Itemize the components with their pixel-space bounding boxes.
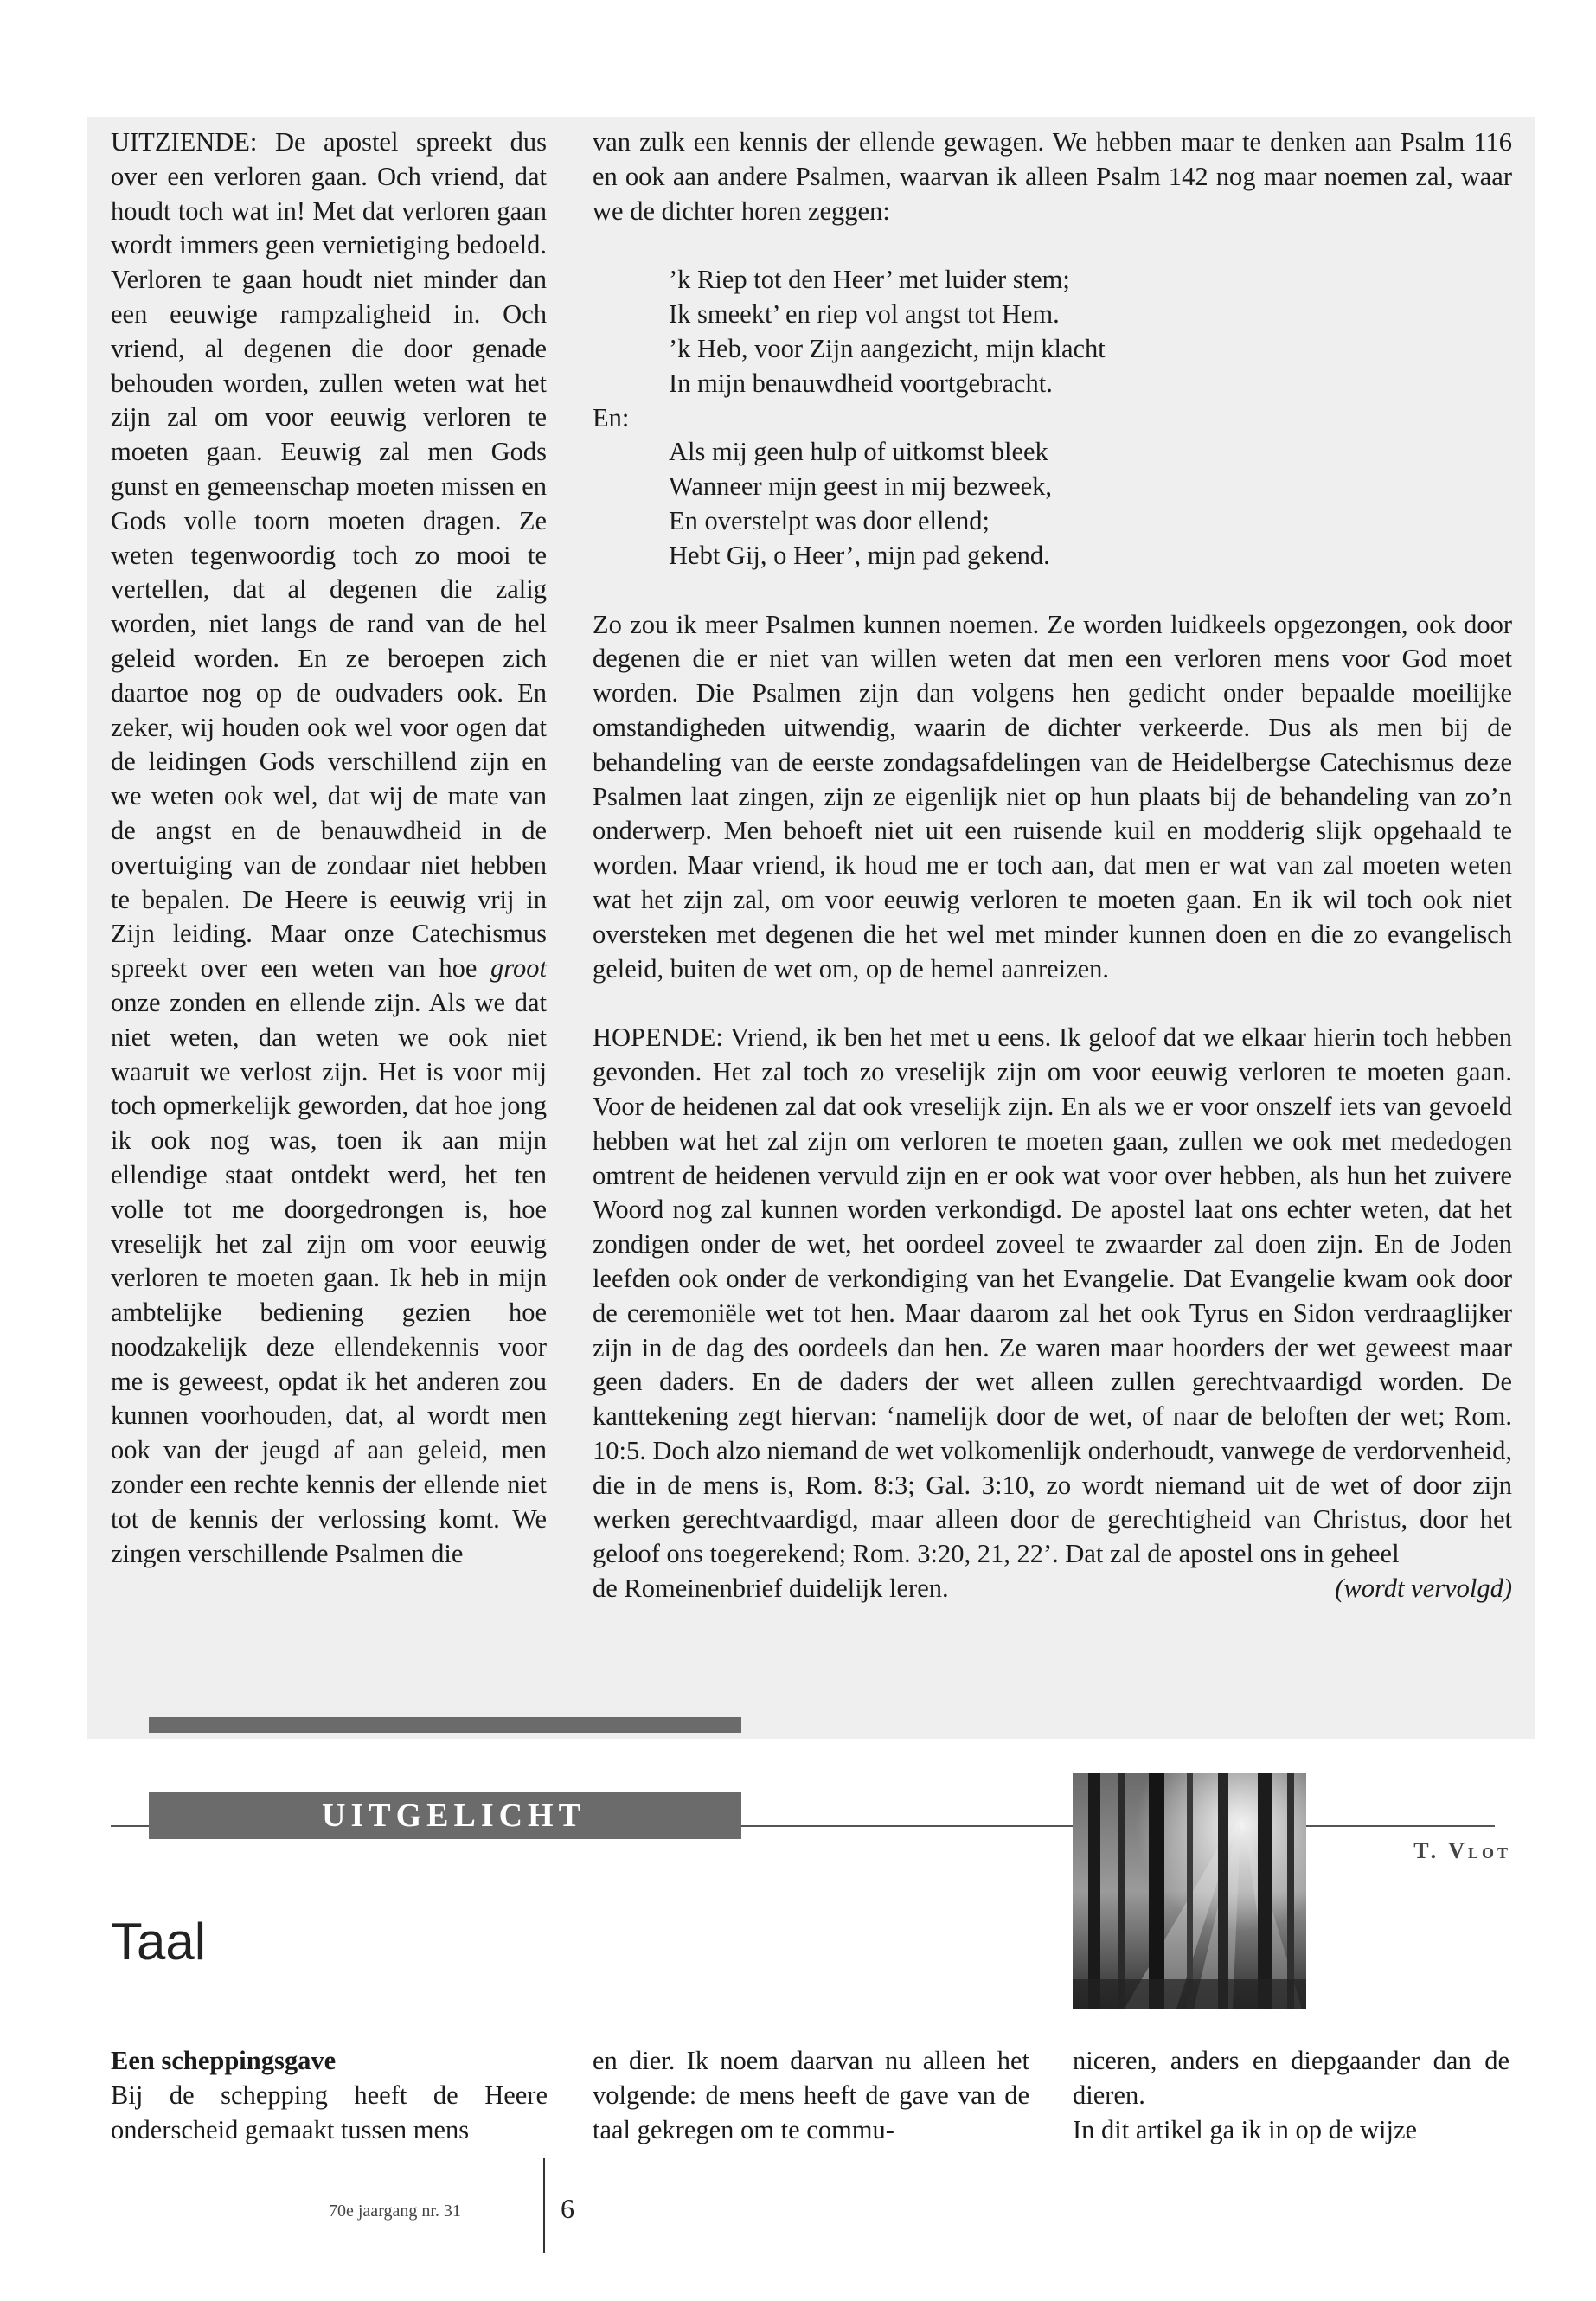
en-label: En:: [593, 402, 630, 433]
psalm-quote-1: [593, 263, 1512, 401]
paragraph: Bij de schepping heeft de Heere onderscheid gemaakt tussen mens: [111, 2080, 548, 2144]
spacer: [593, 228, 1512, 263]
author-name: T. Vlot: [1413, 1838, 1511, 1863]
section-bar: [149, 1717, 741, 1733]
paragraph-psalmen: Zo zou ik meer Psalmen kunnen noemen. Ze worden luidkeels opgezongen, ook door degenen die er niet van willen weten dat men een verloren mens voor God moet worden. Die Psalmen zijn dan volgens hen gedicht onder bepaalde moeilijke omstandigheden uitwendig, waarin de dichter verkeerde. Dus als men bij de behandeling van de eerste zondagsafdelingen van de Heidelbergse Catechismus deze Psalmen laat zingen, zijn ze eigenlijk niet op hun plaats bij de behandeling van zo’n onderwerp. Men behoeft niet uit een ruisende kuil en modderig slijk opgehaald te worden. Maar vriend, ik houd me er toch aan, dat men er wat van zal moeten weten wat het zijn zal, om voor eeuwig verloren te moeten gaan. En ik wil toch ook niet oversteken met degenen die het wel met minder kunnen doen en die zo evangelisch geleid, buiten de wet om, op de hemel aanreizen.: [593, 609, 1512, 984]
poem-line: ’k Heb, voor Zijn aangezicht, mijn klacht: [669, 333, 1106, 363]
poem-line: Ik smeekt’ en riep vol angst tot Hem.: [669, 299, 1060, 330]
rubric-label: UITGELICHT: [149, 1792, 741, 1839]
bottom-column-1: [111, 2043, 548, 2147]
poem-line: ’k Riep tot den Heer’ met luider stem;: [669, 265, 1070, 295]
bottom-column-3: [1073, 2043, 1509, 2147]
paragraph-hopende: HOPENDE: Vriend, ik ben het met u eens. Ik geloof dat we elkaar hierin toch hebben gevonden. Het zal toch zo vreselijk zijn om voor eeuwig verloren te moeten gaan. Voor de heidenen zal dat ook vreselijk zijn. En als we er voor onszelf iets van gevoeld hebben wat het zal zijn om verloren te moeten gaan, zullen we ook met mededogen omtrent de heidenen vervuld zijn en er ook wat voor over hebben, als hun het zuivere Woord nog zal kunnen worden verkondigd. De apostel laat ons echter weten, dat het zondigen onder de wet, het oordeel zoveel te zwaarder zal doen zijn. En de Joden leefden ook onder de verkondiging van het Evangelie. Dat Evangelie kwam ook door de ceremoniële wet tot hen. Maar daarom zal het ook Tyrus en Sidon verdraaglijker zijn in de dag des oordeels dan hen. Ze waren maar hoorders der wet geweest maar geen daders. En de daders der wet alleen zullen gerechtvaardigd worden. De kanttekening zegt hiervan: ‘namelijk door de wet, of naar de beloften der wet; Rom. 10:5. Doch alzo niemand de wet volkomenlijk onderhoudt, vanwege de verdorvenheid, die in de mens is, Rom. 8:3; Gal. 3:10, zo wordt niemand uit de wet of door zijn werken gerechtvaardigd, maar alleen door de gerechtigheid van Christus, door het geloof ons toegerekend; Rom. 3:20, 21, 22’. Dat zal de apostel ons in geheel: [593, 1022, 1512, 1569]
article-title: Taal: [111, 1913, 207, 1971]
subheading: Een scheppingsgave: [111, 2046, 337, 2075]
poem-line: Wanneer mijn geest in mij bezweek,: [669, 471, 1053, 502]
paragraph-intro: van zulk een kennis der ellende gewagen. We hebben maar te denken aan Psalm 116 en ook aan andere Psalmen, waarvan ik alleen Psalm 142 nog maar noemen zal, waar we de dichter horen zeggen:: [593, 127, 1512, 226]
forest-photo: [1073, 1773, 1306, 2009]
rubric-rule-right: [1306, 1825, 1495, 1827]
spacer: [593, 574, 1512, 608]
footer-divider: [543, 2158, 545, 2253]
bottom-column-2: [593, 2043, 1029, 2147]
article-column-1: [111, 125, 547, 1571]
poem-line: En overstelpt was door ellend;: [669, 505, 990, 535]
continued-note: (wordt vervolgd): [1335, 1574, 1512, 1604]
spacer: [593, 986, 1512, 1021]
text-run: onze zonden en ellende zijn. Als we dat niet weten, dan weten we ook niet waaruit we verlost zijn. Het is voor mij toch opmerkelijk geworden, dat hoe jong ik ook nog was, toen ik aan mijn ellendige staat ontdekt werd, het ten volle tot me doorgedrongen is, hoe vreselijk het zal zijn om voor eeuwig verloren te moeten gaan. Ik heb in mijn ambtelijke bediening gezien hoe noodzakelijk deze ellendekennis voor me is geweest, opdat ik het anderen zou kunnen voorhouden, dat, al wordt men ook van der jeugd af aan geleid, men zonder een rechte kennis der ellende niet tot de kennis der verlossing komt. We zingen verschillende Psalmen die: [111, 987, 547, 1568]
psalm-quote-2: [593, 435, 1512, 573]
closing-line: [593, 1572, 1512, 1606]
paragraph-uitziende: [111, 125, 547, 1571]
text-run: UITZIENDE: De apostel spreekt dus over een verloren gaan. Och vriend, dat houdt toch wat in! Met dat verloren gaan wordt immers geen vernietiging bedoeld. Verloren te gaan houdt niet minder dan een eeuwige rampzaligheid in. Och vriend, al degenen die door genade behouden worden, zullen weten wat het zijn zal om voor eeuwig verloren te moeten gaan. Eeuwig zal men Gods gunst en gemeenschap moeten missen en Gods volle toorn moeten dragen. Ze weten tegenwoordig toch zo mooi te vertellen, dat al degenen die zalig worden, niet langs de rand van de hel geleid worden. En ze beroepen zich daartoe nog op de oudvaders ook. En zeker, wij houden ook wel voor ogen dat de leidingen Gods verschillend zijn en we weten ook wel, dat wij de mate van de angst en de benauwdheid in de overtuiging van de zondaar niet hebben te bepalen. De Heere is eeuwig vrij in Zijn leiding. Maar onze Catechismus spreekt over een weten van hoe: [111, 127, 547, 984]
paragraph: en dier. Ik noem daarvan nu alleen het volgende: de mens heeft de gave van de taal gekregen om te commu-: [593, 2046, 1029, 2144]
paragraph: In dit artikel ga ik in op de wijze: [1073, 2115, 1418, 2144]
poem-line: Hebt Gij, o Heer’, mijn pad gekend.: [669, 540, 1050, 570]
paragraph: niceren, anders en diepgaander dan de dieren.: [1073, 2046, 1509, 2110]
page-number: 6: [561, 2193, 574, 2224]
article-column-2: [593, 125, 1512, 1606]
closing-text: de Romeinenbrief duidelijk leren.: [593, 1574, 949, 1604]
poem-line: Als mij geen hulp of uitkomst bleek: [669, 437, 1048, 467]
poem-line: In mijn benauwdheid voortgebracht.: [669, 368, 1053, 398]
issue-info: 70e jaargang nr. 31: [329, 2202, 461, 2221]
emphasis-text: groot: [490, 953, 547, 984]
